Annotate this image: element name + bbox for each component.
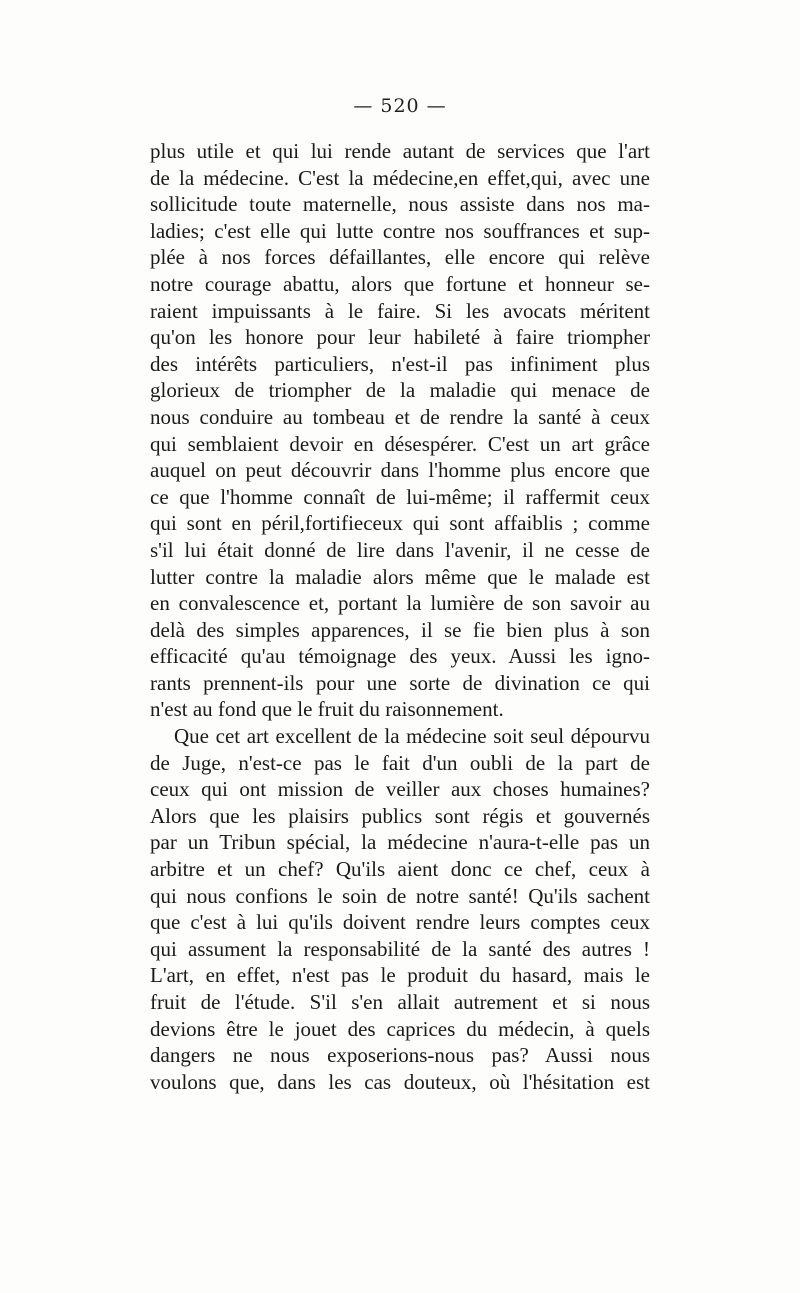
- text-line: qu'on les honore pour leur habileté à faire triompher: [150, 325, 650, 350]
- text-line: auquel on peut découvrir dans l'homme plus encore que: [150, 458, 650, 483]
- text-line: rants prennent-ils pour une sorte de divination ce qui: [150, 670, 650, 695]
- text-line: plus utile et qui lui rende autant de services que l'art: [150, 139, 650, 163]
- text-line: sollicitude toute maternelle, nous assiste dans nos ma-: [150, 192, 650, 217]
- text-line: qui sont en péril,fortifieceux qui sont affaiblis ; comme: [150, 511, 650, 536]
- text-line: qui semblaient devoir en désespérer. C'est un art grâce: [150, 431, 650, 456]
- text-line: par un Tribun spécial, la médecine n'aura-t-elle pas un: [150, 830, 650, 855]
- page-number: — 520 —: [353, 95, 447, 117]
- paragraph-end-line: n'est au fond que le fruit du raisonnement.: [150, 697, 504, 722]
- text-line: efficacité qu'au témoignage des yeux. Aussi les igno-: [150, 644, 650, 669]
- text-line: raient impuissants à le faire. Si les avocats méritent: [150, 298, 650, 323]
- text-line: ceux qui ont mission de veiller aux choses humaines?: [150, 777, 650, 802]
- text-line: L'art, en effet, n'est pas le produit du hasard, mais le: [150, 963, 650, 988]
- text-line: fruit de l'étude. S'il s'en allait autrement et si nous: [150, 990, 650, 1014]
- text-line: devions être le jouet des caprices du médecin, à quels: [150, 1016, 650, 1041]
- text-line: notre courage abattu, alors que fortune et honneur se-: [150, 271, 650, 296]
- text-line: de Juge, n'est-ce pas le fait d'un oubli de la part de: [150, 750, 650, 775]
- body-text: [150, 138, 650, 1095]
- text-line: dangers ne nous exposerions-nous pas? Aussi nous: [150, 1043, 650, 1068]
- text-line: s'il lui était donné de lire dans l'avenir, il ne cesse de: [150, 537, 650, 562]
- paragraph-start-line: Que cet art excellent de la médecine soit seul dépourvu: [174, 724, 650, 749]
- text-line: glorieux de triompher de la maladie qui menace de: [150, 378, 650, 403]
- text-line: nous conduire au tombeau et de rendre la santé à ceux: [150, 404, 650, 429]
- text-line: que c'est à lui qu'ils doivent rendre leurs comptes ceux: [150, 910, 650, 935]
- text-line: ladies; c'est elle qui lutte contre nos souffrances et sup-: [150, 218, 650, 243]
- text-line: arbitre et un chef? Qu'ils aient donc ce chef, ceux à: [150, 857, 650, 882]
- text-line: de la médecine. C'est la médecine,en effet,qui, avec une: [150, 165, 650, 190]
- text-line: en convalescence et, portant la lumière de son savoir au: [150, 591, 650, 616]
- text-line: Alors que les plaisirs publics sont régis et gouvernés: [150, 803, 650, 828]
- text-line: voulons que, dans les cas douteux, où l'hésitation est: [150, 1069, 650, 1094]
- text-line: delà des simples apparences, il se fie bien plus à son: [150, 617, 650, 642]
- text-line: plée à nos forces défaillantes, elle encore qui relève: [150, 245, 650, 270]
- text-line: des intérêts particuliers, n'est-il pas infiniment plus: [150, 351, 650, 376]
- text-line: qui assument la responsabilité de la santé des autres !: [150, 936, 650, 961]
- text-line: qui nous confions le soin de notre santé! Qu'ils sachent: [150, 883, 650, 908]
- text-line: lutter contre la maladie alors même que le malade est: [150, 564, 650, 589]
- text-line: ce que l'homme connaît de lui-même; il raffermit ceux: [150, 484, 650, 509]
